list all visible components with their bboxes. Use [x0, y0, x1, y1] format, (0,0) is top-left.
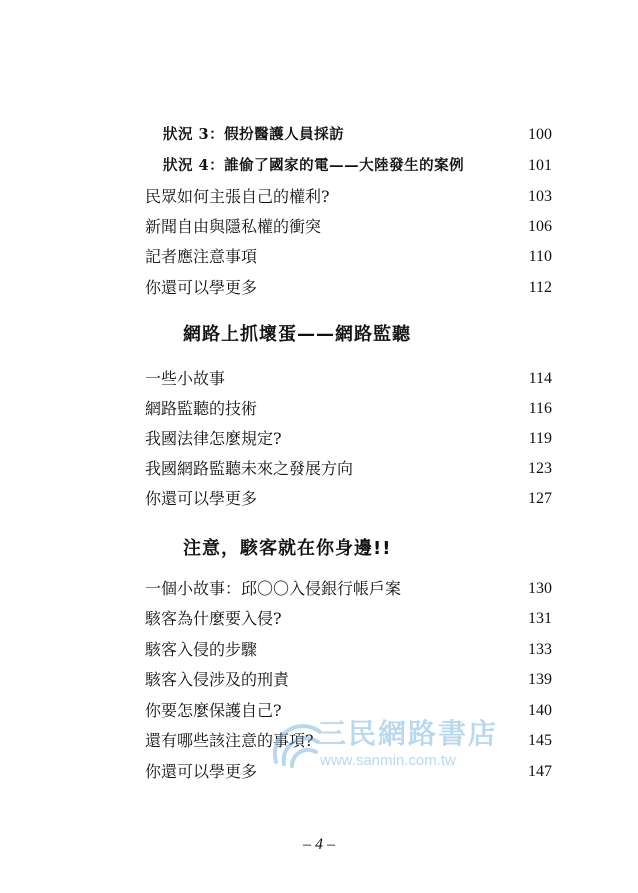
toc-entry-title: 你還可以學更多 [145, 278, 258, 297]
toc-entry[interactable] [0, 667, 638, 693]
toc-entry[interactable] [0, 366, 638, 392]
toc-entry[interactable] [0, 184, 638, 210]
toc-entry-title: 駭客入侵涉及的刑責 [145, 670, 290, 689]
toc-entry-page: 103 [528, 188, 552, 205]
toc-entry-page: 123 [528, 460, 552, 477]
toc-entry-title: 狀況 4：誰偷了國家的電——大陸發生的案例 [163, 157, 465, 174]
toc-entry[interactable] [0, 214, 638, 240]
toc-entry[interactable] [0, 275, 638, 301]
page-number: – 4 – [303, 836, 335, 853]
toc-entry-title: 駭客為什麼要入侵? [145, 609, 282, 628]
toc-entry-title: 狀況 3：假扮醫護人員採訪 [163, 126, 345, 143]
toc-entry-page: 140 [528, 702, 552, 719]
section-heading: 網路上抓壞蛋——網路監聽 [183, 324, 411, 345]
section-heading: 注意，駭客就在你身邊!! [183, 538, 392, 559]
toc-entry-title: 還有哪些該注意的事項? [145, 731, 314, 750]
toc-entry-title: 你要怎麼保護自己? [145, 701, 282, 720]
toc-entry[interactable] [0, 426, 638, 452]
toc-entry-page: 110 [528, 248, 552, 265]
toc-entry-page: 127 [528, 490, 552, 507]
toc-entry-title: 新聞自由與隱私權的衝突 [145, 217, 322, 236]
toc-entry-title: 一些小故事 [145, 369, 226, 388]
toc-entry[interactable] [0, 396, 638, 422]
toc-entry[interactable] [0, 698, 638, 724]
toc-entry[interactable] [0, 606, 638, 632]
toc-entry-title: 網路監聽的技術 [145, 399, 258, 418]
toc-entry[interactable] [0, 122, 638, 148]
toc-entry-page: 145 [528, 732, 552, 749]
toc-entry-page: 130 [528, 580, 552, 597]
toc-entry-page: 147 [528, 763, 552, 780]
toc-entry-title: 我國法律怎麼規定? [145, 429, 282, 448]
toc-entry-title: 一個小故事：邱〇〇入侵銀行帳戶案 [145, 579, 402, 598]
toc-entry[interactable] [0, 456, 638, 482]
toc-entry[interactable] [0, 486, 638, 512]
toc-entry-page: 139 [528, 671, 552, 688]
toc-entry-page: 133 [528, 641, 552, 658]
toc-entry-title: 駭客入侵的步驟 [145, 640, 258, 659]
toc-entry[interactable] [0, 637, 638, 663]
watermark-name: 三民網路書店 [318, 717, 499, 750]
toc-entry-title: 記者應注意事項 [145, 247, 258, 266]
toc-entry-page: 116 [528, 400, 552, 417]
toc-entry[interactable] [0, 759, 638, 785]
toc-entry[interactable] [0, 576, 638, 602]
watermark-url: www.sanmin.com.tw [320, 752, 456, 769]
toc-entry[interactable] [0, 728, 638, 754]
toc-entry-page: 106 [528, 218, 552, 235]
toc-entry[interactable] [0, 153, 638, 179]
toc-entry-title: 民眾如何主張自己的權利? [145, 187, 330, 206]
toc-entry-page: 119 [528, 430, 552, 447]
toc-entry-title: 你還可以學更多 [145, 762, 258, 781]
toc-entry-page: 100 [528, 126, 552, 143]
toc-entry-page: 112 [528, 279, 552, 296]
toc-entry-page: 131 [528, 610, 552, 627]
toc-entry-page: 101 [528, 157, 552, 174]
toc-entry-page: 114 [528, 370, 552, 387]
toc-entry[interactable] [0, 244, 638, 270]
toc-entry-title: 我國網路監聽未來之發展方向 [145, 459, 354, 478]
toc-entry-title: 你還可以學更多 [145, 489, 258, 508]
